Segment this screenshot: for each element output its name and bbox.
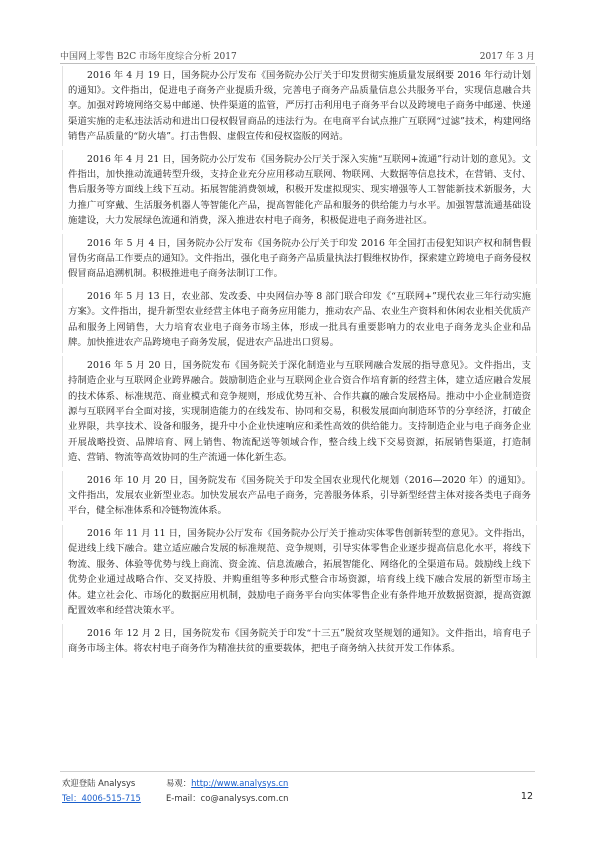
footer-website-link[interactable]: http://www.analysys.cn	[191, 778, 289, 788]
footer-email[interactable]: E-mail：co@analysys.com.cn	[166, 793, 289, 803]
report-title: 中国网上零售 B2C 市场年度综合分析 2017	[60, 52, 237, 62]
footer-divider	[60, 771, 535, 772]
page-footer	[62, 776, 533, 806]
paragraph-policy-may13: 2016 年 5 月 13 日，农业部、发改委、中央网信办等 8 部门联合印发《“互联网+”现代农业三年行动实施方案》。文件指出，提升新型农业经营主体电子商务应用能力，推动农产品、农业生产资料和休闲农业相关优质产品和服务上网销售，大力培育农业电子商务市场主体，形成一批具有重要影响力的农业电子商务龙头企业和品牌。加快推进农产品跨境电子商务发展，促进农产品进出口贸易。	[62, 288, 537, 353]
document-body	[62, 66, 537, 662]
report-date: 2017 年 3 月	[479, 52, 535, 62]
paragraph-policy-dec2: 2016 年 12 月 2 日，国务院发布《国务院关于印发“十三五”脱贫攻坚规划的通知》。文件指出，培育电子商务市场主体。将农村电子商务作为精准扶贫的重要载体，把电子商务纳入扶贫开发工作体系。	[62, 624, 537, 658]
paragraph-policy-may4: 2016 年 5 月 4 日，国务院办公厅发布《国务院办公厅关于印发 2016 年全国打击侵犯知识产权和制售假冒伪劣商品工作要点的通知》。文件指出，强化电子商务产品质量执法打假维权协作，探索建立跨境电子商务侵权假冒商品追溯机制。积极推进电子商务法制订工作。	[62, 234, 537, 284]
header-divider	[60, 63, 535, 64]
footer-tel-link[interactable]: Tel：4006-515-715	[62, 793, 141, 803]
page-number: 12	[520, 791, 533, 802]
paragraph-policy-nov11: 2016 年 11 月 11 日，国务院办公厅发布《国务院办公厅关于推动实体零售创新转型的意见》。文件指出，促进线上线下融合。建立适应融合发展的标准规范、竞争规则，引导实体零售企业逐步提高信息化水平，将线下物流、服务、体验等优势与线上商流、资金流、信息流融合，拓展智能化、网络化的全渠道布局。鼓励线上线下优势企业通过战略合作、交叉持股、并购重组等多种形式整合市场资源，培育线上线下融合发展的新型市场主体。建立社会化、市场化的数据应用机制，鼓励电子商务平台向实体零售企业有条件地开放数据资源，提高资源配置效率和经营决策水平。	[62, 525, 537, 621]
paragraph-policy-oct20: 2016 年 10 月 20 日，国务院发布《国务院关于印发全国农业现代化规划（2016—2020 年）的通知》。文件指出，发展农业新型业态。加快发展农产品电子商务，完善服务体系，引导新型经营主体对接各类电子商务平台，健全标准体系和冷链物流体系。	[62, 471, 537, 521]
paragraph-policy-apr21: 2016 年 4 月 21 日，国务院办公厅发布《国务院办公厅关于深入实施“互联网+流通”行动计划的意见》。文件指出，加快推动流通转型升级，支持企业充分应用移动互联网、物联网、大数据等信息技术，在营销、支付、售后服务等方面线上线下互动。拓展智能消费领域，积极开发虚拟现实、现实增强等人工智能新技术新服务，大力推广可穿戴、生活服务机器人等智能化产品，提高智能化产品和服务的供给能力与水平。加强智慧流通基础设施建设，大力发展绿色流通和消费，深入推进农村电子商务，积极促进电子商务进社区。	[62, 150, 537, 230]
footer-welcome: 欢迎登陆 Analysys	[62, 778, 136, 788]
paragraph-policy-apr19: 2016 年 4 月 19 日，国务院办公厅发布《国务院办公厅关于印发贯彻实施质量发展纲要 2016 年行动计划的通知》。文件指出，促进电子商务产业提质升级，完善电子商务产品质量信息公共服务平台，实现信息融合共享。加强对跨境网络交易中邮递、快件渠道的监管，严厉打击利用电子商务平台以及跨境电子商务中邮递、快递渠道实施的走私违法活动和进出口侵权假冒商品的违法行为。在电商平台试点推广互联网“过滤”技术，构建网络销售产品质量的“防火墙”。打击售假、虚假宣传和侵权盗版的网站。	[62, 66, 537, 146]
page-header	[60, 46, 535, 62]
paragraph-policy-may20: 2016 年 5 月 20 日，国务院发布《国务院关于深化制造业与互联网融合发展的指导意见》。文件指出，支持制造企业与互联网企业跨界融合。鼓励制造企业与互联网企业合资合作培育新的经营主体，建立适应融合发展的技术体系、标准规范、商业模式和竞争规则，形成优势互补、合作共赢的融合发展格局。推动中小企业制造资源与互联网平台全面对接，实现制造能力的在线发布、协同和交易，积极发展面向制造环节的分享经济，打破企业界限，共享技术、设备和服务，提升中小企业快速响应和柔性高效的供给能力。支持制造企业与电子商务企业开展战略投资、品牌培育、网上销售、物流配送等领域合作，整合线上线下交易资源，拓展销售渠道，打造制造、营销、物流等高效协同的生产流通一体化新生态。	[62, 356, 537, 467]
footer-website-label: 易观：	[166, 778, 192, 788]
